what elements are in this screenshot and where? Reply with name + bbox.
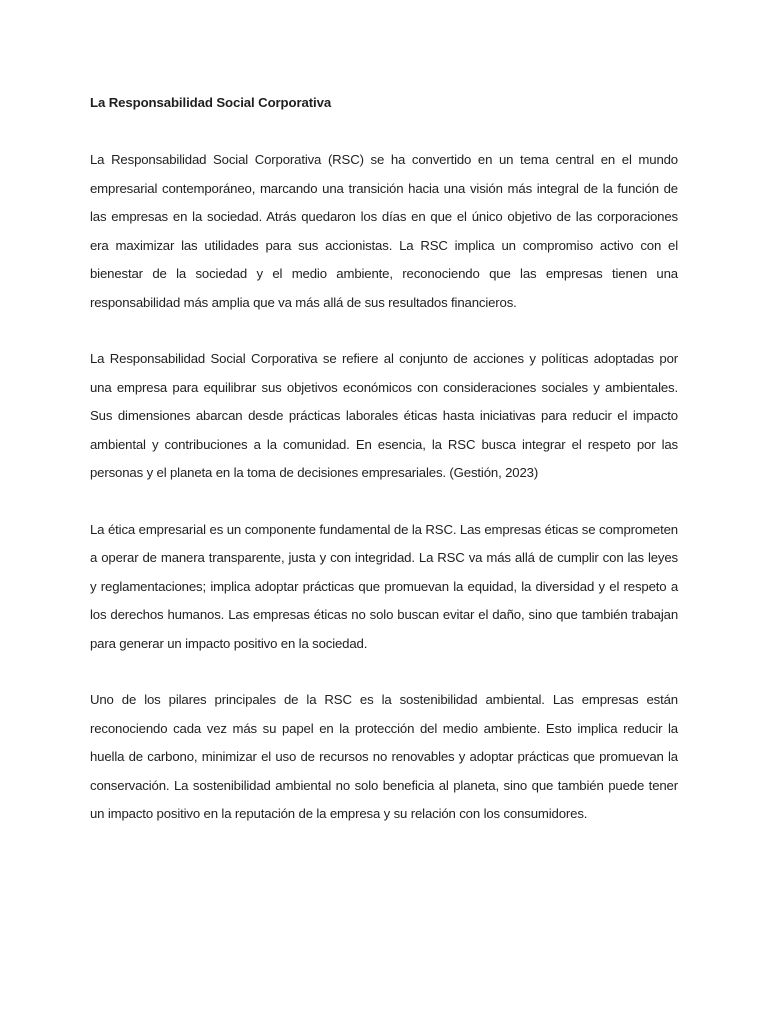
paragraph-introduction: La Responsabilidad Social Corporativa (RSC) se ha convertido en un tema central en el mundo empresarial contemporáneo, marcando una transición hacia una visión más integral de la función de las empresas en la sociedad. Atrás quedaron los días en que el único objetivo de las corporaciones era maximizar las utilidades para sus accionistas. La RSC implica un compromiso activo con el bienestar de la sociedad y el medio ambiente, reconociendo que las empresas tienen una responsabilidad más amplia que va más allá de sus resultados financieros. <box>90 152 678 310</box>
document-title: La Responsabilidad Social Corporativa <box>90 95 332 110</box>
document-body <box>90 89 678 829</box>
paragraph-business-ethics: La ética empresarial es un componente fundamental de la RSC. Las empresas éticas se comprometen a operar de manera transparente, justa y con integridad. La RSC va más allá de cumplir con las leyes y reglamentaciones; implica adoptar prácticas que promuevan la equidad, la diversidad y el respeto a los derechos humanos. Las empresas éticas no solo buscan evitar el daño, sino que también trabajan para generar un impacto positivo en la sociedad. <box>90 521 678 651</box>
paragraph-environmental-sustainability: Uno de los pilares principales de la RSC es la sostenibilidad ambiental. Las empresas están reconociendo cada vez más su papel en la protección del medio ambiente. Esto implica reducir la huella de carbono, minimizar el uso de recursos no renovables y adoptar prácticas que promuevan la conservación. La sostenibilidad ambiental no solo beneficia al planeta, sino que también puede tener un impacto positivo en la reputación de la empresa y su relación con los consumidores. <box>90 692 678 821</box>
paragraph-definition: La Responsabilidad Social Corporativa se refiere al conjunto de acciones y políticas adoptadas por una empresa para equilibrar sus objetivos económicos con consideraciones sociales y ambientales. Sus dimensiones abarcan desde prácticas laborales éticas hasta iniciativas para reducir el impacto ambiental y contribuciones a la comunidad. En esencia, la RSC busca integrar el respeto por las personas y el planeta en la toma de decisiones empresariales. (Gestión, 2023) <box>90 351 678 480</box>
